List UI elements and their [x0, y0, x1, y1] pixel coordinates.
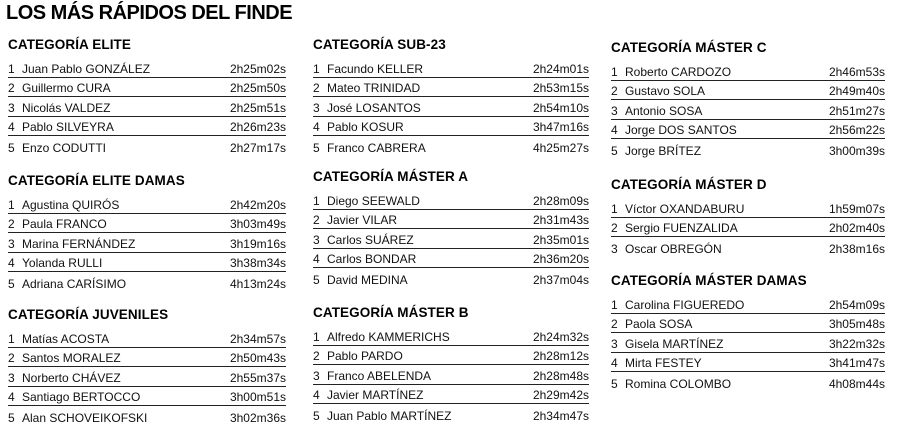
- runner-name: Pablo PARDO: [327, 349, 403, 363]
- result-row: [8, 348, 286, 368]
- runner-name: Juan Pablo GONZÁLEZ: [22, 61, 151, 76]
- category-title: CATEGORÍA ELITE DAMAS: [8, 173, 185, 188]
- result-row: [313, 78, 589, 98]
- runner-name: Nicolás VALDEZ: [22, 100, 111, 115]
- finish-time: 2h36m20s: [532, 252, 589, 266]
- position-number: 3: [611, 336, 618, 351]
- result-row: [8, 58, 286, 78]
- runner-name: Guillermo CURA: [22, 81, 111, 95]
- position-number: 1: [313, 61, 320, 76]
- runner-name: Paola SOSA: [625, 317, 693, 331]
- finish-time: 2h02m40s: [828, 221, 885, 235]
- finish-time: 2h50m43s: [229, 351, 286, 365]
- position-number: 3: [611, 103, 618, 118]
- position-number: 5: [8, 410, 15, 425]
- position-number: 1: [313, 193, 320, 208]
- finish-time: 3h47m16s: [532, 120, 589, 134]
- result-row: [8, 387, 286, 407]
- runner-name: Adriana CARÍSIMO: [22, 276, 127, 291]
- finish-time: 2h24m01s: [532, 61, 589, 76]
- runner-name: Pablo KOSUR: [327, 120, 404, 134]
- category-title: CATEGORÍA MÁSTER B: [313, 305, 469, 320]
- position-number: 1: [8, 197, 15, 212]
- finish-time: 2h37m04s: [532, 272, 589, 287]
- result-row: [8, 233, 286, 253]
- position-number: 2: [611, 317, 618, 331]
- finish-time: 2h34m57s: [229, 331, 286, 346]
- result-row: [8, 214, 286, 234]
- finish-time: 2h54m10s: [532, 100, 589, 115]
- result-row: [8, 78, 286, 98]
- finish-time: 2h29m42s: [532, 388, 589, 402]
- finish-time: 3h02m36s: [229, 410, 286, 425]
- runner-name: Gustavo SOLA: [625, 84, 706, 98]
- position-number: 3: [8, 236, 15, 251]
- runner-name: Carlos BONDAR: [327, 252, 417, 266]
- category-title: CATEGORÍA JUVENILES: [8, 307, 169, 322]
- runner-name: Mateo TRINIDAD: [327, 81, 421, 95]
- finish-time: 2h56m22s: [828, 123, 885, 137]
- category-master-damas: [611, 272, 885, 392]
- result-row: [313, 268, 589, 288]
- runner-name: Enzo CODUTTI: [22, 140, 107, 155]
- finish-time: 2h42m20s: [229, 197, 286, 212]
- position-number: 4: [611, 123, 618, 137]
- runner-name: Romina COLOMBO: [625, 376, 732, 391]
- runner-name: Franco ABELENDA: [327, 368, 432, 383]
- position-number: 5: [8, 276, 15, 291]
- result-row: [313, 117, 589, 137]
- result-row: [611, 218, 885, 238]
- finish-time: 2h27m17s: [229, 140, 286, 155]
- category-elite-damas: [8, 172, 286, 292]
- finish-time: 2h26m23s: [229, 120, 286, 134]
- position-number: 1: [313, 329, 320, 344]
- category-title: CATEGORÍA MÁSTER DAMAS: [611, 273, 807, 288]
- finish-time: 3h03m49s: [229, 217, 286, 231]
- runner-name: Roberto CARDOZO: [625, 64, 732, 79]
- category-master-d: [611, 176, 885, 257]
- result-row: [313, 365, 589, 385]
- result-row: [611, 61, 885, 81]
- position-number: 3: [313, 100, 320, 115]
- position-number: 2: [611, 221, 618, 235]
- result-row: [611, 333, 885, 353]
- result-row: [611, 237, 885, 257]
- runner-name: Santos MORALEZ: [22, 351, 121, 365]
- finish-time: 2h53m15s: [532, 81, 589, 95]
- category-title: CATEGORÍA ELITE: [8, 37, 131, 52]
- result-row: [313, 249, 589, 269]
- finish-time: 3h41m47s: [828, 356, 885, 370]
- finish-time: 2h46m53s: [828, 64, 885, 79]
- position-number: 3: [611, 241, 618, 256]
- runner-name: Gisela MARTÍNEZ: [625, 336, 724, 351]
- finish-time: 2h35m01s: [532, 232, 589, 247]
- position-number: 5: [313, 408, 320, 423]
- runner-name: Jorge BRÍTEZ: [625, 143, 702, 158]
- position-number: 2: [313, 213, 320, 227]
- result-row: [313, 229, 589, 249]
- finish-time: 2h28m48s: [532, 368, 589, 383]
- position-number: 1: [8, 61, 15, 76]
- position-number: 4: [313, 252, 320, 266]
- runner-name: Diego SEEWALD: [327, 193, 420, 208]
- runner-name: Oscar OBREGÓN: [625, 241, 722, 256]
- result-row: [611, 139, 885, 159]
- result-row: [611, 198, 885, 218]
- category-title: CATEGORÍA MÁSTER D: [611, 177, 767, 192]
- result-row: [8, 117, 286, 137]
- runner-name: Víctor OXANDABURU: [625, 201, 745, 216]
- finish-time: 3h22m32s: [828, 336, 885, 351]
- result-row: [313, 58, 589, 78]
- runner-name: José LOSANTOS: [327, 100, 421, 115]
- category-juveniles: [8, 306, 286, 426]
- runner-name: David MEDINA: [327, 272, 408, 287]
- runner-name: Alfredo KAMMERICHS: [327, 329, 450, 344]
- result-row: [611, 314, 885, 334]
- position-number: 5: [313, 140, 320, 155]
- finish-time: 2h34m47s: [532, 408, 589, 423]
- finish-time: 2h25m50s: [229, 81, 286, 95]
- finish-time: 1h59m07s: [828, 201, 885, 216]
- result-row: [8, 136, 286, 156]
- position-number: 4: [313, 120, 320, 134]
- finish-time: 2h55m37s: [229, 370, 286, 385]
- result-row: [313, 190, 589, 210]
- position-number: 1: [611, 297, 618, 312]
- result-row: [313, 404, 589, 424]
- finish-time: 2h38m16s: [828, 241, 885, 256]
- result-row: [611, 100, 885, 120]
- position-number: 3: [8, 370, 15, 385]
- result-row: [8, 272, 286, 292]
- runner-name: Carolina FIGUEREDO: [625, 297, 745, 312]
- position-number: 2: [313, 81, 320, 95]
- finish-time: 2h51m27s: [828, 103, 885, 118]
- position-number: 4: [313, 388, 320, 402]
- runner-name: Alan SCHOVEIKOFSKI: [22, 410, 148, 425]
- result-row: [313, 210, 589, 230]
- runner-name: Mirta FESTEY: [625, 356, 702, 370]
- position-number: 2: [313, 349, 320, 363]
- runner-name: Javier VILAR: [327, 213, 398, 227]
- position-number: 4: [8, 256, 15, 270]
- runner-name: Antonio SOSA: [625, 103, 703, 118]
- runner-name: Juan Pablo MARTÍNEZ: [327, 408, 452, 423]
- finish-time: 3h00m39s: [828, 143, 885, 158]
- position-number: 2: [8, 351, 15, 365]
- finish-time: 2h28m12s: [532, 349, 589, 363]
- position-number: 2: [8, 81, 15, 95]
- result-row: [313, 385, 589, 405]
- finish-time: 2h24m32s: [532, 329, 589, 344]
- result-row: [611, 81, 885, 101]
- position-number: 1: [8, 331, 15, 346]
- position-number: 1: [611, 201, 618, 216]
- position-number: 1: [611, 64, 618, 79]
- position-number: 5: [8, 140, 15, 155]
- runner-name: Marina FERNÁNDEZ: [22, 236, 136, 251]
- finish-time: 3h38m34s: [229, 256, 286, 270]
- position-number: 4: [611, 356, 618, 370]
- category-title: CATEGORÍA MÁSTER A: [313, 169, 469, 184]
- category-master-c: [611, 39, 885, 159]
- finish-time: 4h13m24s: [229, 276, 286, 291]
- result-row: [8, 367, 286, 387]
- finish-time: 2h54m09s: [828, 297, 885, 312]
- position-number: 3: [313, 368, 320, 383]
- result-row: [611, 353, 885, 373]
- runner-name: Pablo SILVEYRA: [22, 120, 114, 134]
- result-row: [313, 136, 589, 156]
- finish-time: 2h25m02s: [229, 61, 286, 76]
- finish-time: 2h25m51s: [229, 100, 286, 115]
- runner-name: Norberto CHÁVEZ: [22, 370, 121, 385]
- finish-time: 3h00m51s: [229, 390, 286, 404]
- runner-name: Carlos SUÁREZ: [327, 232, 414, 247]
- position-number: 5: [313, 272, 320, 287]
- result-row: [8, 194, 286, 214]
- category-master-a: [313, 168, 589, 288]
- category-title: CATEGORÍA MÁSTER C: [611, 40, 767, 55]
- runner-name: Santiago BERTOCCO: [22, 390, 141, 404]
- position-number: 4: [8, 390, 15, 404]
- finish-time: 2h28m09s: [532, 193, 589, 208]
- result-row: [8, 328, 286, 348]
- finish-time: 4h08m44s: [828, 376, 885, 391]
- position-number: 5: [611, 376, 618, 391]
- finish-time: 2h49m40s: [828, 84, 885, 98]
- runner-name: Franco CABRERA: [327, 140, 426, 155]
- finish-time: 2h31m43s: [532, 213, 589, 227]
- runner-name: Agustina QUIRÓS: [22, 197, 120, 212]
- runner-name: Matías ACOSTA: [22, 331, 110, 346]
- position-number: 2: [611, 84, 618, 98]
- runner-name: Jorge DOS SANTOS: [625, 123, 737, 137]
- result-row: [611, 372, 885, 392]
- result-row: [8, 406, 286, 426]
- finish-time: 4h25m27s: [532, 140, 589, 155]
- position-number: 3: [8, 100, 15, 115]
- category-elite: [8, 36, 286, 156]
- finish-time: 3h19m16s: [229, 236, 286, 251]
- runner-name: Yolanda RULLI: [22, 256, 103, 270]
- result-row: [611, 120, 885, 140]
- position-number: 2: [8, 217, 15, 231]
- runner-name: Paula FRANCO: [22, 217, 107, 231]
- result-row: [8, 253, 286, 273]
- position-number: 4: [8, 120, 15, 134]
- runner-name: Javier MARTÍNEZ: [327, 388, 424, 402]
- result-row: [611, 294, 885, 314]
- position-number: 3: [313, 232, 320, 247]
- result-row: [8, 97, 286, 117]
- finish-time: 3h05m48s: [828, 317, 885, 331]
- runner-name: Sergio FUENZALIDA: [625, 221, 738, 235]
- category-master-b: [313, 304, 589, 424]
- result-row: [313, 97, 589, 117]
- position-number: 5: [611, 143, 618, 158]
- runner-name: Facundo KELLER: [327, 61, 424, 76]
- category-title: CATEGORÍA SUB-23: [313, 37, 446, 52]
- category-sub-23: [313, 36, 589, 156]
- result-row: [313, 326, 589, 346]
- result-row: [313, 346, 589, 366]
- page-title: LOS MÁS RÁPIDOS DEL FINDE: [6, 2, 293, 24]
